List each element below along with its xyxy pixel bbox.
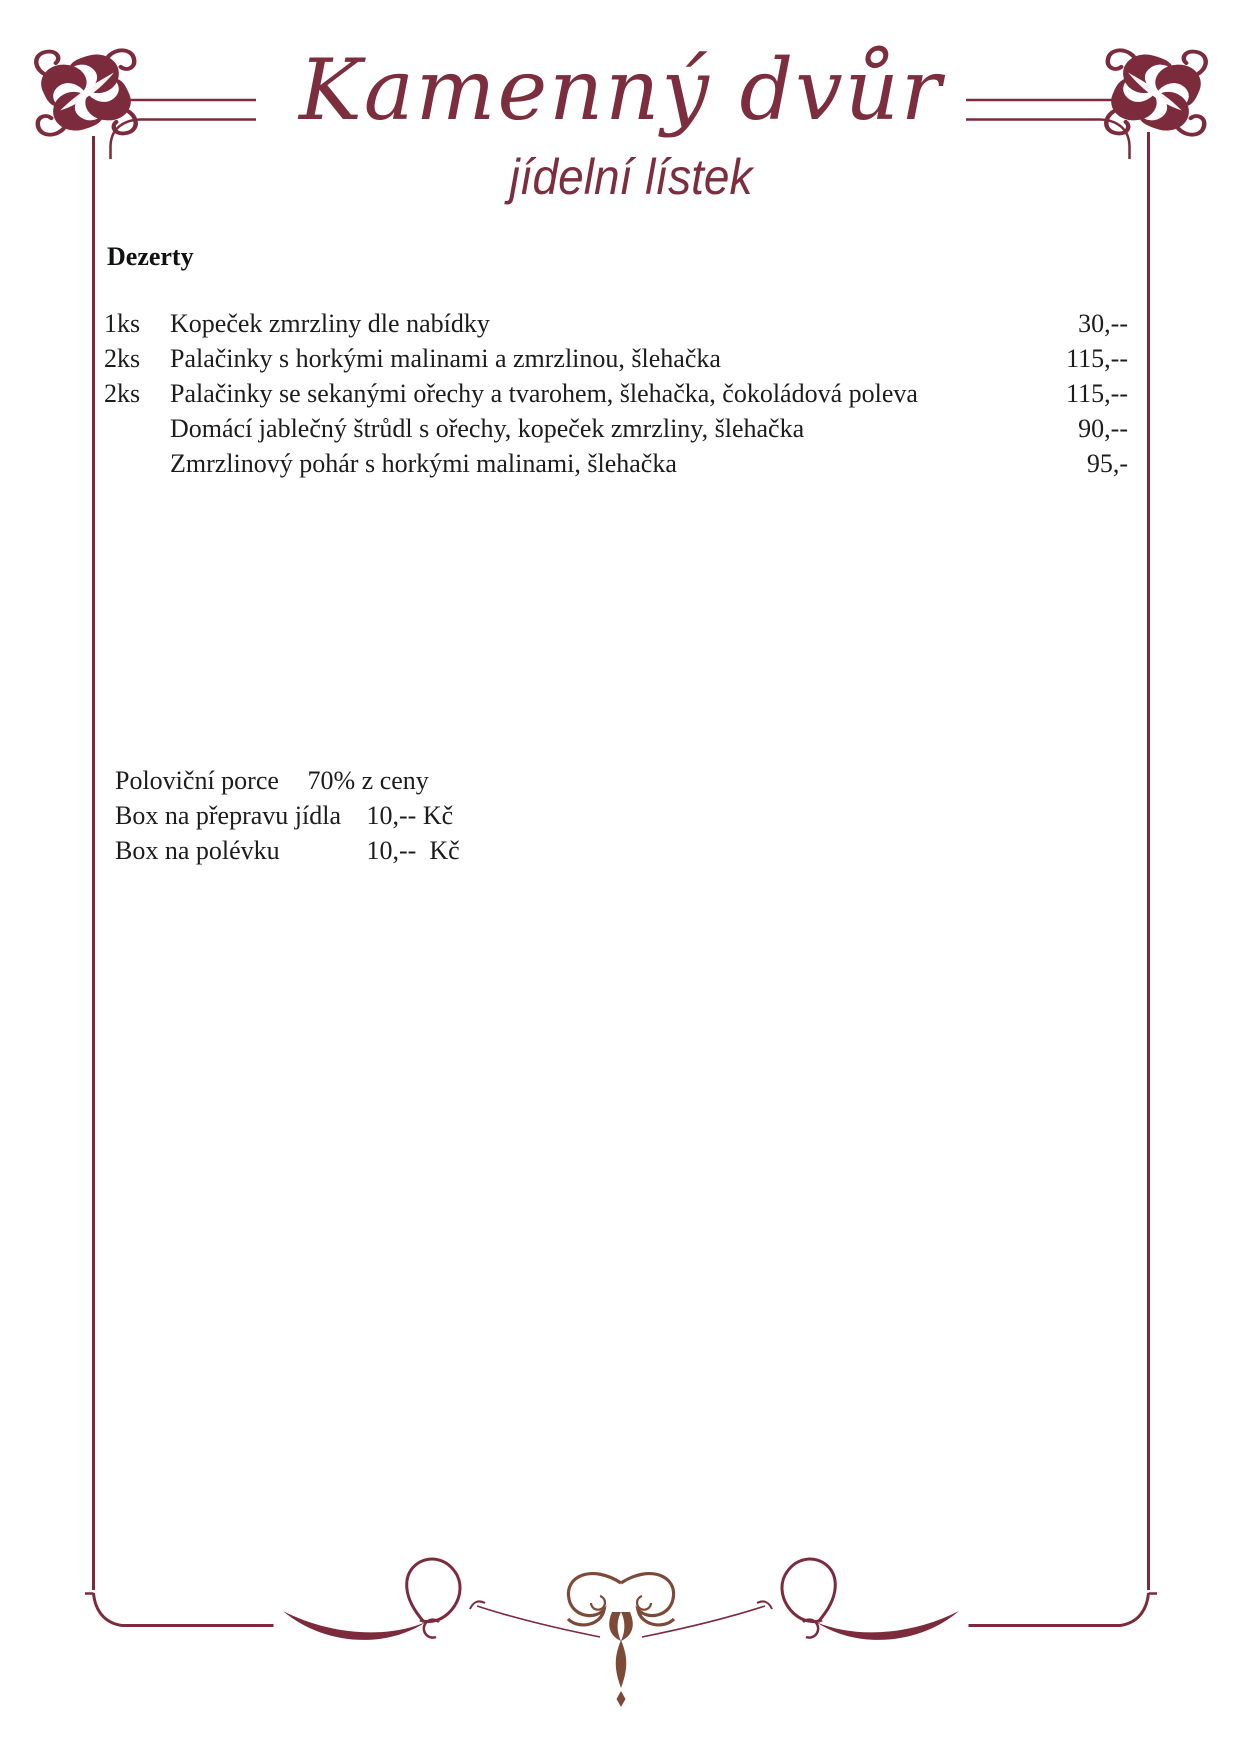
- item-price: 90,--: [1078, 414, 1128, 443]
- item-name: Zmrzlinový pohár s horkými malinami, šlehačka: [170, 449, 677, 478]
- item-price: 95,-: [1086, 449, 1128, 478]
- menu-item-row: [104, 341, 1128, 376]
- notes-block: [115, 763, 460, 868]
- note-row: [115, 798, 460, 833]
- menu-item-row: [104, 411, 1128, 446]
- restaurant-title: Kamenný dvůr: [298, 41, 944, 139]
- note-value: 70% z ceny: [307, 766, 429, 795]
- note-row: [115, 763, 460, 798]
- item-quantity: 2ks: [104, 379, 141, 408]
- note-value: 10,-- Kč: [366, 801, 454, 830]
- item-quantity: 1ks: [104, 309, 141, 338]
- item-name: Domácí jablečný štrůdl s ořechy, kopeček zmrzliny, šlehačka: [170, 414, 805, 443]
- item-name: Kopeček zmrzliny dle nabídky: [170, 309, 490, 338]
- item-name: Palačinky s horkými malinami a zmrzlinou, šlehačka: [170, 344, 721, 373]
- item-quantity: 2ks: [104, 344, 141, 373]
- item-name: Palačinky se sekanými ořechy a tvarohem, šlehačka, čokoládová poleva: [170, 379, 918, 408]
- item-price: 115,--: [1066, 344, 1128, 373]
- item-price: 30,--: [1078, 309, 1128, 338]
- menu-item-row: [104, 376, 1128, 411]
- note-label: Poloviční porce: [115, 766, 279, 795]
- note-label: Box na polévku: [115, 836, 280, 865]
- note-value: 10,-- Kč: [366, 836, 460, 865]
- note-row: [115, 833, 460, 868]
- item-price: 115,--: [1066, 379, 1128, 408]
- note-label: Box na přepravu jídla: [115, 801, 341, 830]
- bottom-flourish-icon: [283, 1559, 959, 1707]
- menu-item-row: [104, 306, 1128, 341]
- section-title-dezerty: Dezerty: [107, 242, 194, 271]
- menu-subtitle: jídelní lístek: [509, 149, 753, 205]
- menu-item-row: [104, 446, 1128, 481]
- menu-item-list: [104, 306, 1128, 481]
